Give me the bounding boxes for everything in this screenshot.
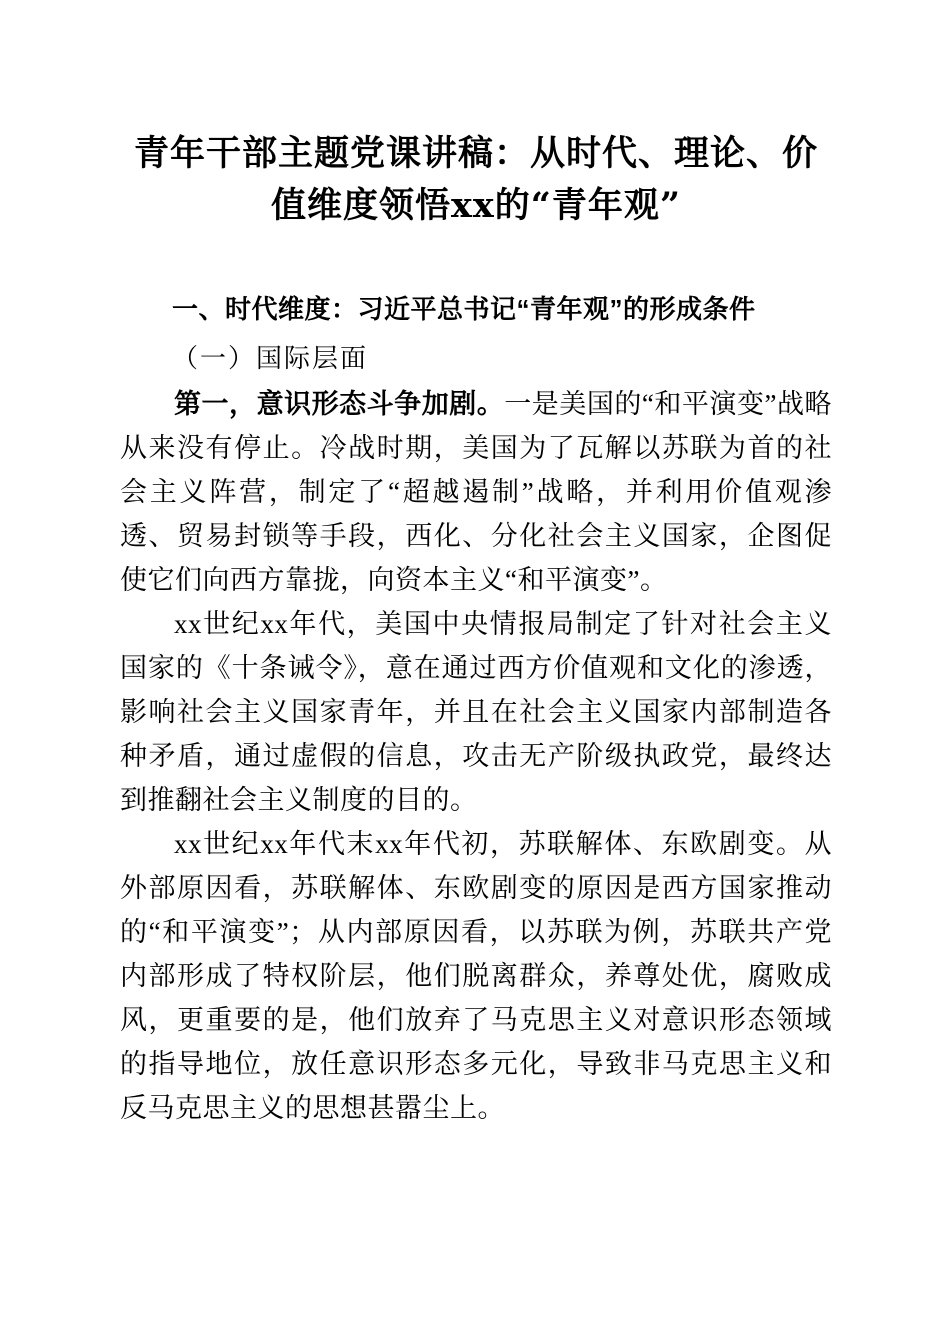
paragraph-1-text: 一是美国的“和平演变”战略从来没有停止。冷战时期，美国为了瓦解以苏联为首的社会主义阵营，制定了“超越遏制”战略，并利用价值观渗透、贸易封锁等手段，西化、分化社会主义国家，企图促使它们向西方靠拢，向资本主义“和平演变”。 <box>120 389 832 595</box>
subsection-heading: （一）国际层面 <box>172 344 369 374</box>
paragraph-1 <box>120 382 832 602</box>
paragraph-1-lead: 第一，意识形态斗争加剧。 <box>174 389 505 419</box>
paragraph-3: xx世纪xx年代末xx年代初，苏联解体、东欧剧变。从外部原因看，苏联解体、东欧剧变的原因是西方国家推动的“和平演变”；从内部原因看，以苏联为例，苏联共产党内部形成了特权阶层，他们脱离群众，养尊处优，腐败成风，更重要的是，他们放弃了马克思主义对意识形态领域的指导地位，放任意识形态多元化，导致非马克思主义和反马克思主义的思想甚嚣尘上。 <box>120 829 832 1123</box>
section-heading: 一、时代维度：习近平总书记“青年观”的形成条件 <box>172 294 756 324</box>
paragraph-2: xx世纪xx年代，美国中央情报局制定了针对社会主义国家的《十条诫令》，意在通过西方价值观和文化的渗透，影响社会主义国家青年，并且在社会主义国家内部制造各种矛盾，通过虚假的信息，攻击无产阶级执政党，最终达到推翻社会主义制度的目的。 <box>120 609 832 815</box>
document-title: 青年干部主题党课讲稿：从时代、理论、价值维度领悟xx的“青年观” <box>133 133 818 226</box>
